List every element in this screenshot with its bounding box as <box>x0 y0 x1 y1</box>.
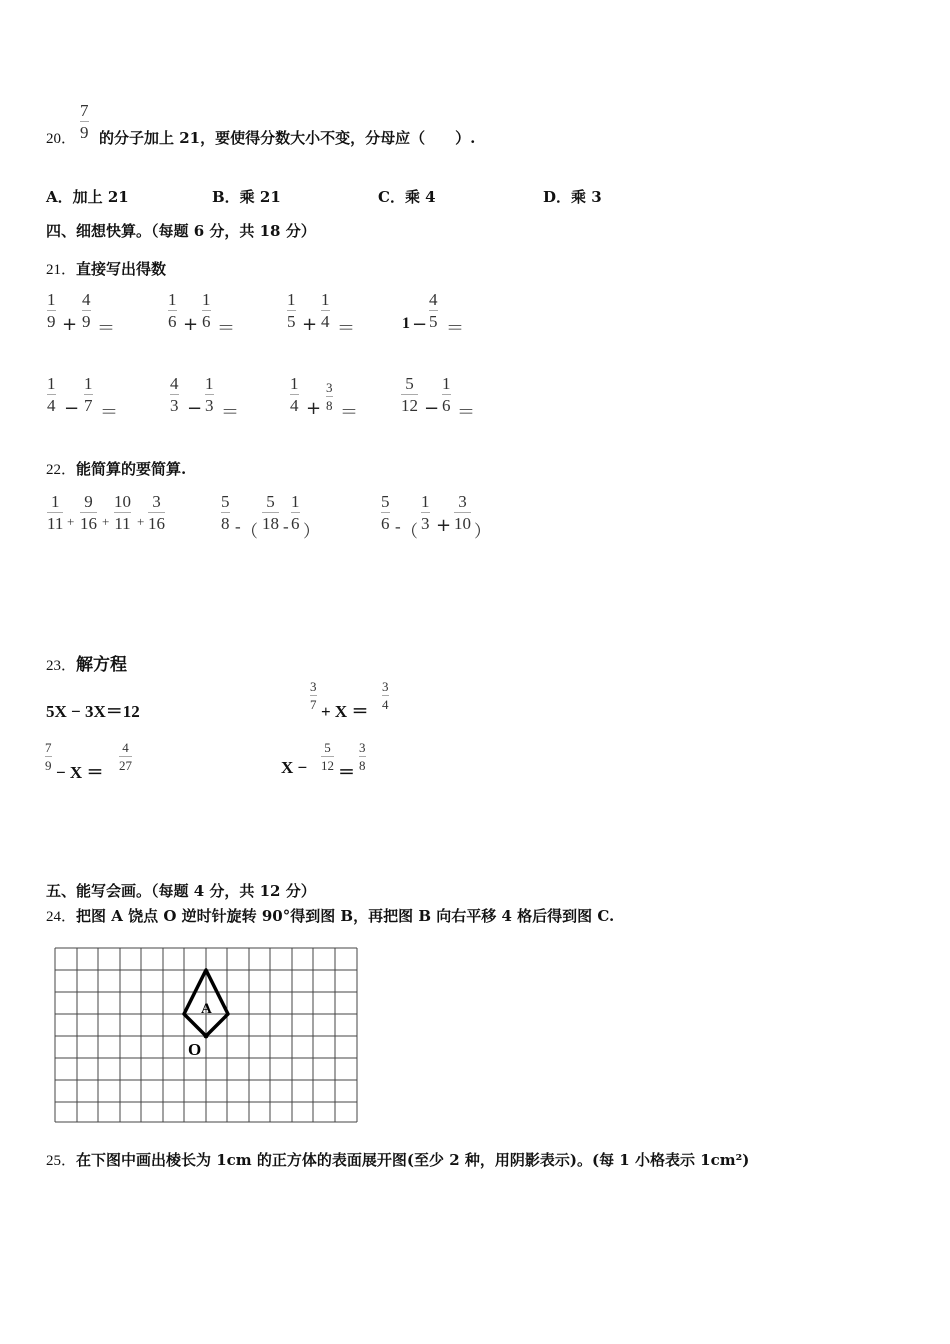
equation-4-lead: X − <box>281 758 308 777</box>
right-paren: ） <box>474 522 491 541</box>
operator: - <box>283 517 289 536</box>
fraction: 5 12 <box>321 740 334 773</box>
equals: ＝ <box>100 402 118 423</box>
operator: − <box>187 398 203 419</box>
q24 <box>46 905 614 926</box>
fraction: 3 4 <box>382 679 389 712</box>
q23 <box>46 650 127 675</box>
fraction: 4 5 <box>429 290 438 331</box>
fraction: 1 7 <box>84 374 93 415</box>
question-text: 直接写出得数 <box>76 260 167 278</box>
fraction: 1 6 <box>291 492 300 533</box>
question-number: 25． <box>46 1153 77 1169</box>
fraction: 1 11 <box>47 492 64 533</box>
question-text: 的分子加上 21，要使得分数大小不变，分母应（ ）. <box>99 129 476 147</box>
fraction: 3 8 <box>359 740 366 773</box>
operator: + <box>183 314 199 335</box>
question-number: 24． <box>46 909 77 925</box>
operator: + <box>436 515 452 536</box>
fraction: 5 18 <box>262 492 279 533</box>
fraction: 5 6 <box>381 492 390 533</box>
q25 <box>46 1149 749 1170</box>
fraction: 1 4 <box>290 374 299 415</box>
equals: ＝ <box>97 318 115 339</box>
operator: − <box>64 398 80 419</box>
operator: − <box>412 314 428 335</box>
equals: ＝ <box>340 402 358 423</box>
fraction: 4 27 <box>119 740 132 773</box>
operator: + <box>137 514 145 529</box>
fraction: 7 9 <box>80 101 89 142</box>
q22 <box>46 458 186 479</box>
fraction: 1 3 <box>421 492 430 533</box>
operator: + <box>302 314 318 335</box>
question-text: 能简算的要简算. <box>76 460 187 478</box>
question-text: 解方程 <box>76 655 128 675</box>
option-d[interactable]: D．乘 3 <box>543 188 602 206</box>
fraction: 1 6 <box>202 290 211 331</box>
fraction: 7 9 <box>45 740 52 773</box>
q20 <box>46 127 76 148</box>
fraction: 3 10 <box>454 492 471 533</box>
equation-3-mid: − X ＝ <box>56 763 104 782</box>
question-number: 22． <box>46 462 77 478</box>
fraction: 5 8 <box>221 492 230 533</box>
operator: + <box>62 314 78 335</box>
operator: - <box>235 517 241 536</box>
option-c[interactable]: C．乘 4 <box>378 188 436 206</box>
fraction: 1 9 <box>47 290 56 331</box>
equation-2-mid: + X ＝ <box>321 702 369 721</box>
section-title: 四、细想快算。（每题 6 分，共 18 分） <box>46 222 316 240</box>
equals: ＝ <box>221 402 239 423</box>
operator: + <box>67 514 75 529</box>
option-a[interactable]: A．加上 21 <box>46 188 129 206</box>
fraction: 4 3 <box>170 374 179 415</box>
right-paren: ） <box>303 522 320 541</box>
fraction: 1 6 <box>442 374 451 415</box>
section-title: 五、能写会画。（每题 4 分，共 12 分） <box>46 882 316 900</box>
fraction: 1 3 <box>205 374 214 415</box>
left-paren: （ <box>241 522 258 541</box>
fraction: 3 7 <box>310 679 317 712</box>
question-text: 在下图中画出棱长为 1cm 的正方体的表面展开图(至少 2 种，用阴影表示)。(每 1 小格表示 1cm²) <box>76 1151 750 1169</box>
q21 <box>46 258 166 279</box>
grid-figure <box>52 945 362 1127</box>
equals: ＝ <box>337 318 355 339</box>
fraction: 1 5 <box>287 290 296 331</box>
left-paren: （ <box>401 522 418 541</box>
fraction: 1 4 <box>321 290 330 331</box>
equation-1: 5X − 3X＝12 <box>46 702 140 721</box>
question-text: 把图 A 饶点 O 逆时针旋转 90°得到图 B，再把图 B 向右平移 4 格后得到图 C. <box>76 907 615 925</box>
equals: ＝ <box>446 318 464 339</box>
equals: ＝ <box>338 763 355 782</box>
fraction: 1 4 <box>47 374 56 415</box>
operator: − <box>424 398 440 419</box>
operator: + <box>102 514 110 529</box>
option-b[interactable]: B．乘 21 <box>212 188 281 206</box>
question-number: 21． <box>46 262 77 278</box>
point-o <box>204 1034 209 1039</box>
fraction: 5 12 <box>401 374 418 415</box>
fraction: 3 8 <box>326 380 333 413</box>
fraction: 9 16 <box>80 492 97 533</box>
equals: ＝ <box>217 318 235 339</box>
integer: 1 <box>402 315 410 332</box>
fraction: 10 11 <box>114 492 131 533</box>
operator: + <box>306 398 322 419</box>
shape-label: A <box>201 1001 212 1017</box>
equals: ＝ <box>457 402 475 423</box>
fraction: 4 9 <box>82 290 91 331</box>
fraction: 3 16 <box>148 492 165 533</box>
question-number: 20． <box>46 131 77 147</box>
fraction: 1 6 <box>168 290 177 331</box>
point-label: O <box>188 1040 202 1059</box>
operator: - <box>395 517 401 536</box>
question-number: 23． <box>46 658 77 674</box>
